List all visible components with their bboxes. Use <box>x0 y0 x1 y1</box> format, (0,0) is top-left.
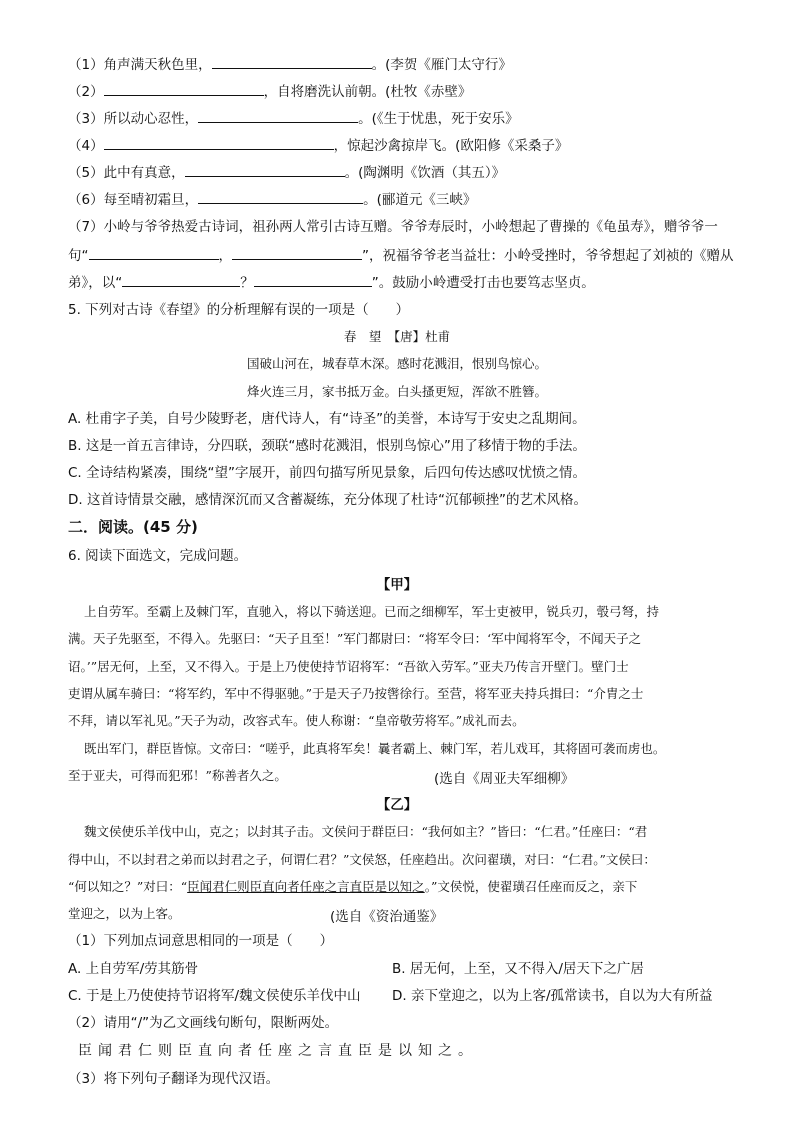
answer-blank[interactable] <box>185 163 345 177</box>
answer-blank[interactable] <box>198 109 358 123</box>
passage-jia-line: 吏谓从属车骑曰：“将军约，军中不得驱驰。”于是天子乃按辔徐行。至营，将军亚夫持兵揖曰：“介胄之士 <box>68 686 644 701</box>
passage-jia-line: 上自劳军。至霸上及棘门军，直驰入，将以下骑送迎。已而之细柳军，军士吏被甲，锐兵刃，彀弓弩，持 <box>84 604 660 619</box>
answer-blank[interactable] <box>212 55 372 69</box>
passage-jia-line: 不拜，请以军礼见。”天子为动，改容式车。使人称谢：“皇帝敬劳将军。”成礼而去。 <box>68 713 525 728</box>
q6-sub2: （2）请用“/”为乙文画线句断句，限断两处。 <box>68 1015 339 1031</box>
passage-jia-source: (选自《周亚夫军细柳》 <box>434 771 575 787</box>
q4-item-4: （4） ，惊起沙禽掠岸飞。(欧阳修《采桑子》 <box>68 138 569 154</box>
q4-item-6: （6）每至晴初霜旦， 。(郦道元《三峡》 <box>68 192 477 208</box>
q5-stem: 5. 下列对古诗《春望》的分析理解有误的一项是（ ） <box>68 302 410 318</box>
section-heading: 二．阅读。(45 分) <box>68 518 198 536</box>
q5-option-d[interactable]: D. 这首诗情景交融，感情深沉而又含蓄凝练，充分体现了杜诗“沉郁顿挫”的艺术风格。 <box>68 492 587 508</box>
q5-option-a[interactable]: A. 杜甫字子美，自号少陵野老，唐代诗人，有“诗圣”的美誉，本诗写于安史之乱期间。 <box>68 411 586 427</box>
passage-yi-line: 堂迎之，以为上客。 <box>68 906 181 921</box>
q4-item-3: （3）所以动心忍性， 。(《生于忧患，死于安乐》 <box>68 111 519 127</box>
q4-item-7-line1: （7）小岭与爷爷热爱古诗词，祖孙两人常引古诗互赠。爷爷寿辰时，小岭想起了曹操的《龟虽寿》，赠爷爷一 <box>68 219 718 235</box>
passage-jia-line: 既出军门，群臣皆惊。文帝曰：“嗟乎，此真将军矣！曩者霸上、棘门军，若儿戏耳，其将固可袭而虏也。 <box>84 741 666 756</box>
answer-blank[interactable] <box>104 82 264 96</box>
q4-item-5: （5）此中有真意， 。(陶渊明《饮酒（其五）》 <box>68 165 506 181</box>
answer-blank[interactable] <box>104 136 334 150</box>
passage-yi-title: 【乙】 <box>376 797 418 813</box>
answer-blank[interactable] <box>122 273 240 287</box>
passage-yi-line: 魏文侯使乐羊伐中山，克之；以封其子击。文侯问于群臣曰：“我何如主？”皆曰：“仁君。”任座曰：“君 <box>84 824 648 839</box>
answer-blank[interactable] <box>254 273 372 287</box>
q4-item-2: （2） ，自将磨洗认前朝。(杜牧《赤壁》 <box>68 84 472 100</box>
q6-option-d[interactable]: D. 亲下堂迎之，以为上客/孤常读书，自以为大有所益 <box>392 988 713 1004</box>
q6-option-b[interactable]: B. 居无何，上至，又不得入/居天下之广居 <box>392 961 644 977</box>
sub2-sentence[interactable]: 臣闻君仁则臣直向者任座之言直臣是以知之。 <box>78 1043 478 1059</box>
poem-line-1: 国破山河在，城春草木深。感时花溅泪，恨别鸟惊心。 <box>246 356 547 371</box>
q6-option-c[interactable]: C. 于是上乃使使持节诏将军/魏文侯使乐羊伐中山 <box>68 988 361 1004</box>
q5-option-c[interactable]: C. 全诗结构紧凑，围绕“望”字展开，前四句描写所见景象，后四句传达感叹忧愤之情。 <box>68 465 586 481</box>
poem-line-2: 烽火连三月，家书抵万金。白头搔更短，浑欲不胜簪。 <box>246 384 547 399</box>
q5-option-b[interactable]: B. 这是一首五言律诗，分四联，颈联“感时花溅泪，恨别鸟惊心”用了移情于物的手法。 <box>68 438 586 454</box>
q4-item-1: （1）角声满天秋色里， 。(李贺《雁门太守行》 <box>68 57 512 73</box>
answer-blank[interactable] <box>89 246 219 260</box>
passage-jia-line: 满。天子先驱至，不得入。先驱曰：“天子且至！”军门都尉曰：“将军令曰：‘军中闻将军令，不闻天子之 <box>68 631 642 646</box>
answer-blank[interactable] <box>198 190 363 204</box>
passage-yi-source: (选自《资治通鉴》 <box>330 909 444 925</box>
passage-yi-line: 得中山，不以封君之弟而以封君之子，何谓仁君？”文侯怒，任座趋出。次问翟璜，对曰：“仁君。”文侯曰： <box>68 852 656 867</box>
passage-jia-line: 至于亚夫，可得而犯邪！”称善者久之。 <box>68 768 287 783</box>
q4-item-7-line2: 句“ ， ”，祝福爷爷老当益壮：小岭受挫时，爷爷想起了刘祯的《赠从 <box>68 248 734 264</box>
passage-jia-title: 【甲】 <box>376 577 418 593</box>
q6-stem: 6. 阅读下面选文，完成问题。 <box>68 548 248 564</box>
q6-sub3: （3）将下列句子翻译为现代汉语。 <box>68 1071 280 1087</box>
answer-blank[interactable] <box>232 246 362 260</box>
underlined-sentence: 臣闻君仁则臣直向者任座之言直臣是以知之 <box>187 879 425 894</box>
q6-sub1: （1）下列加点词意思相同的一项是（ ） <box>68 933 334 949</box>
q6-option-a[interactable]: A. 上自劳军/劳其筋骨 <box>68 961 199 977</box>
passage-yi-line: “何以知之？”对曰：“臣闻君仁则臣直向者任座之言直臣是以知之。”文侯悦，使翟璜召任座而反之，亲下 <box>68 879 638 894</box>
q4-item-7-line3: 弟》，以“ ？ ”。鼓励小岭遭受打击也要笃志坚贞。 <box>68 275 595 291</box>
passage-jia-line: 诏。’”居无何，上至，又不得入。于是上乃使使持节诏将军：“吾欲入劳军。”亚夫乃传言开壁门。壁门士 <box>68 659 629 674</box>
poem-title: 春 望 【唐】杜甫 <box>343 329 451 344</box>
